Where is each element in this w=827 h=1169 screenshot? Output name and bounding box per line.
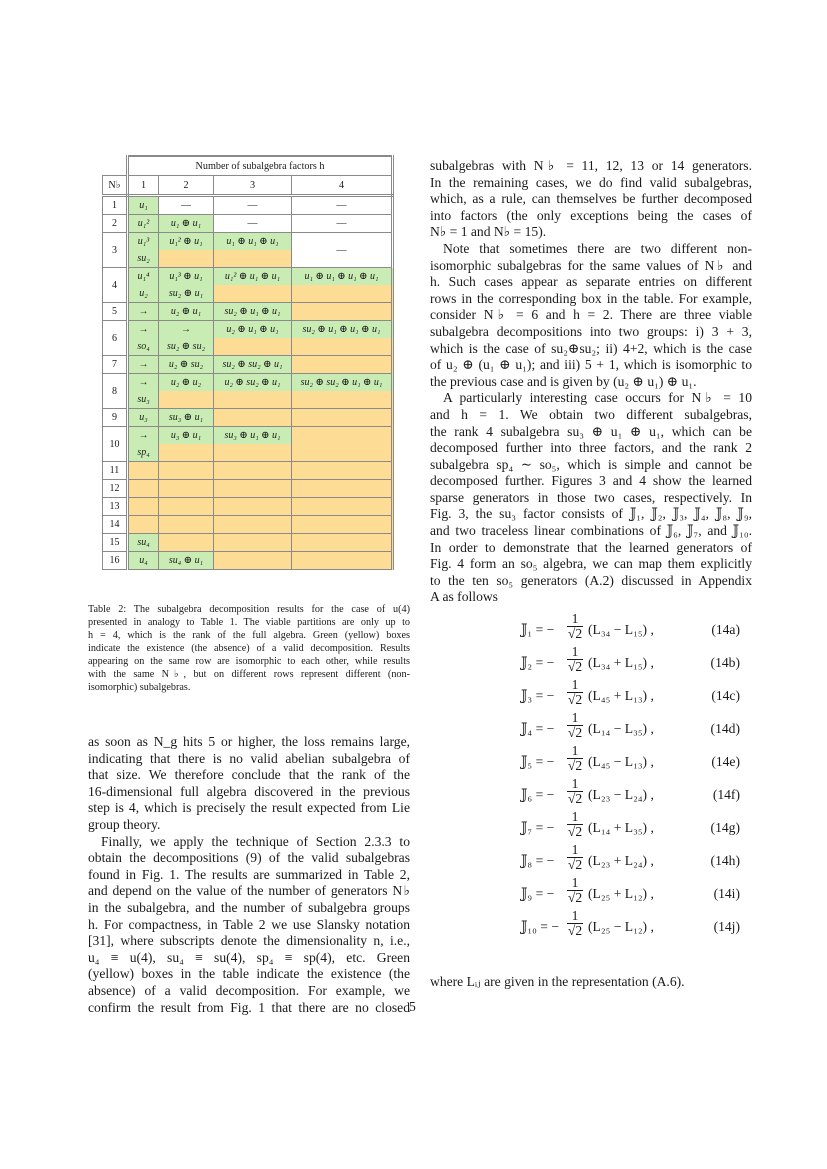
equation-row (430, 777, 740, 810)
table-row (103, 374, 393, 392)
table-row (103, 552, 393, 570)
text-line: in the subalgebra, and the number of subalgebra groups (88, 899, 410, 915)
decomposition-cell: su₃ ⊕ u₁ ⊕ u₁ (214, 427, 292, 445)
caption-line: indicate the existence (the absence) of a valid decomposition. Results (88, 643, 410, 654)
text-line: N♭ = 1 and N♭ = 15). (430, 224, 547, 240)
equation-lhs: 𝕁₆ = − (521, 787, 555, 802)
text-line: Finally, we apply the technique of Section 2.3.3 to (101, 833, 410, 849)
row-nb-label: 3 (103, 233, 128, 268)
fraction-numerator: 1 (567, 909, 583, 924)
decomposition-cell: su₃ ⊕ u₁ (159, 409, 214, 427)
decomposition-cell: su₂ ⊕ su₂ (159, 338, 214, 356)
text-line: sparse generators in those two cases, respectively. In (430, 489, 752, 505)
decomposition-cell: su₂ ⊕ u₁ ⊕ u₁ (214, 303, 292, 321)
fraction (567, 678, 583, 707)
nb-column-header: N♭ (103, 176, 128, 196)
decomposition-cell: u₁ (128, 196, 159, 215)
table-header-row (103, 156, 393, 176)
equation-number: (14j) (713, 919, 740, 934)
text-line: In order to demonstrate that the learned generators of (430, 539, 752, 555)
decomposition-cell: → (128, 303, 159, 321)
text-line: group theory. (88, 816, 161, 832)
decomposition-cell: su₂ ⊕ u₁ ⊕ u₁ ⊕ u₁ (292, 321, 393, 339)
decomposition-cell: → (128, 321, 159, 339)
decomposition-cell: so₄ (128, 338, 159, 356)
decomposition-cell: su₂ (128, 250, 159, 268)
fraction (567, 744, 583, 773)
fraction-denominator: √2 (567, 791, 583, 806)
paragraph (430, 241, 752, 390)
empty-cell (214, 444, 292, 462)
header-title: Number of subalgebra factors h (128, 156, 393, 176)
row-nb-label: 12 (103, 480, 128, 498)
row-nb-label: 16 (103, 552, 128, 570)
text-line: step is 4, which is precisely the result expected from Lie (88, 800, 410, 816)
table-row (103, 196, 393, 215)
table-row (103, 268, 393, 286)
fraction (567, 711, 583, 740)
no-partition-cell: — (159, 196, 214, 215)
table-column-header-row (103, 176, 393, 196)
equation-rhs: (L₄₅ − L₁₃) , (588, 754, 654, 769)
equation-row (430, 612, 740, 645)
page-number: 5 (409, 999, 416, 1014)
paragraph (430, 158, 752, 241)
text-line: h. Such cases appear as separate entries on different (430, 274, 752, 290)
empty-cell (214, 338, 292, 356)
decomposition-cell: u₁ ⊕ u₁ ⊕ u₁ ⊕ u₁ (292, 268, 393, 286)
empty-cell (159, 444, 214, 462)
text-line: (yellow) boxes in the table indicate the existence (the (88, 966, 410, 982)
text-line: of u₂ ⊕ (u₁ ⊕ u₁); and iii) 5 + 1, which is isomorphic to (430, 357, 752, 373)
decomposition-cell: su₂ ⊕ su₂ ⊕ u₁ ⊕ u₁ (292, 374, 393, 392)
empty-cell (214, 285, 292, 303)
text-line: subalgebra sp₄ ∼ so₅, which is simple and cannot be (430, 456, 752, 472)
caption-line: h = 4, which is the rank of the full algebra. Green (yellow) boxes (88, 630, 410, 641)
table-caption (88, 603, 410, 694)
equation-lhs: 𝕁₈ = − (521, 853, 555, 868)
equation-rhs: (L₁₄ − L₃₅) , (588, 721, 654, 736)
decomposition-cell: sp₄ (128, 444, 159, 462)
fraction (567, 810, 583, 839)
fraction (567, 777, 583, 806)
empty-cell (292, 480, 393, 498)
empty-cell (214, 480, 292, 498)
fraction-numerator: 1 (567, 876, 583, 891)
fraction-numerator: 1 (567, 645, 583, 660)
text-line: found in Fig. 1. The results are summarized in Table 2, (88, 866, 410, 882)
equation-row (430, 843, 740, 876)
column-header-h4: 4 (292, 176, 393, 196)
equation-row (430, 678, 740, 711)
fraction-denominator: √2 (567, 890, 583, 905)
table-row (103, 338, 393, 356)
decomposition-cell: u₃ (128, 409, 159, 427)
empty-cell (292, 391, 393, 409)
row-nb-label: 9 (103, 409, 128, 427)
equation-row (430, 876, 740, 909)
empty-cell (159, 534, 214, 552)
empty-cell (292, 516, 393, 534)
text-line: that size. We therefore conclude that the rank of the (88, 767, 410, 783)
empty-cell (159, 462, 214, 480)
equation-row (430, 810, 740, 843)
decomposition-cell: u₂ ⊕ u₁ ⊕ u₁ (214, 321, 292, 339)
equation-lhs: 𝕁₂ = − (521, 655, 555, 670)
decomposition-cell: → (128, 374, 159, 392)
text-line: to the ten so₅ generators (A.2) discussed in Appendix (430, 572, 752, 588)
no-partition-cell: — (214, 196, 292, 215)
table-row (103, 534, 393, 552)
empty-cell (159, 516, 214, 534)
text-line: the rank 4 subalgebra su₃ ⊕ u₁ ⊕ u₁, which can be (430, 423, 752, 439)
empty-cell (128, 498, 159, 516)
decomposition-cell: u₁³ ⊕ u₁ (159, 268, 214, 286)
decomposition-cell: u₂ ⊕ su₂ (159, 356, 214, 374)
equation-rhs: (L₃₄ + L₁₅) , (588, 655, 654, 670)
empty-cell (128, 462, 159, 480)
equation-rhs: (L₄₅ + L₁₃) , (588, 688, 654, 703)
no-partition-cell: — (214, 215, 292, 233)
table-row (103, 444, 393, 462)
fraction-denominator: √2 (567, 692, 583, 707)
decomposition-cell: u₂ (128, 285, 159, 303)
text-line: confirm the result from Fig. 1 that there are no closed (88, 999, 410, 1015)
table-row (103, 498, 393, 516)
row-nb-label: 14 (103, 516, 128, 534)
decomposition-cell: su₄ ⊕ u₁ (159, 552, 214, 570)
where-text: where Lᵢⱼ are given in the representation (A.6). (430, 974, 685, 989)
text-line: consider N♭ = 6 and h = 2. There are three viable (430, 307, 752, 323)
equation-number: (14d) (710, 721, 740, 736)
table-row (103, 356, 393, 374)
equation-rhs: (L₁₄ + L₃₅) , (588, 820, 654, 835)
no-partition-cell: — (292, 233, 393, 268)
text-line: isomorphic subalgebras for the same values of N♭ and (430, 257, 752, 273)
empty-cell (159, 250, 214, 268)
text-line: subalgebras with N♭ = 11, 12, 13 or 14 generators. (430, 158, 752, 173)
text-line: which is the case of su₂⊕su₂; ii) 4+2, which is the case (430, 340, 752, 356)
equation-number: (14c) (711, 688, 740, 703)
paragraph (430, 390, 752, 606)
empty-cell (214, 250, 292, 268)
empty-cell (214, 534, 292, 552)
decomposition-cell: u₁² ⊕ u₁ (159, 233, 214, 251)
text-line: In the remaining cases, we do find valid subalgebras, (430, 174, 752, 190)
row-nb-label: 5 (103, 303, 128, 321)
caption-line: with the same N♭, but on different rows represent different (non- (88, 669, 410, 680)
equation-lhs: 𝕁₉ = − (521, 886, 555, 901)
empty-cell (292, 356, 393, 374)
text-line: Fig. 4 form an so₅ algebra, we can map them explicitly (430, 556, 752, 572)
table-row (103, 480, 393, 498)
text-line: [31], where subscripts denote the dimensionality n, i.e., (88, 933, 410, 949)
fraction-numerator: 1 (567, 678, 583, 693)
right-column-text (430, 158, 752, 606)
row-nb-label: 7 (103, 356, 128, 374)
equation-row (430, 645, 740, 678)
decomposition-cell: u₁³ (128, 233, 159, 251)
decomposition-cell: u₄ (128, 552, 159, 570)
text-line: subalgebra decompositions into two groups: i) 3 + 3, (430, 323, 752, 339)
equation-lhs: 𝕁₁ = − (521, 622, 555, 637)
empty-cell (214, 516, 292, 534)
header-corner (103, 156, 128, 176)
fraction-numerator: 1 (567, 744, 583, 759)
empty-cell (292, 285, 393, 303)
caption-line: appearing on the same row are isomorphic to each other, while results (88, 656, 410, 667)
caption-line: isomorphic) subalgebras. (88, 682, 191, 693)
decomposition-cell: u₂ ⊕ u₁ (159, 303, 214, 321)
text-line: and depend on the value of the number of generators N♭ (88, 883, 410, 899)
equation-number: (14a) (711, 622, 740, 637)
row-nb-label: 6 (103, 321, 128, 356)
row-nb-label: 10 (103, 427, 128, 462)
text-line: and h = 1. We obtain two different subalgebras, (430, 406, 752, 422)
text-line: h. For compactness, in Table 2 we use Slansky notation (88, 916, 410, 932)
empty-cell (292, 303, 393, 321)
decomposition-cell: u₁² (128, 215, 159, 233)
equation-number: (14h) (710, 853, 740, 868)
fraction (567, 645, 583, 674)
decomposition-cell: u₂ ⊕ u₂ (159, 374, 214, 392)
equation-row (430, 909, 740, 942)
table-row (103, 233, 393, 251)
decomposition-cell: u₂ ⊕ su₂ ⊕ u₁ (214, 374, 292, 392)
fraction (567, 843, 583, 872)
row-nb-label: 1 (103, 196, 128, 215)
table-row (103, 303, 393, 321)
text-line: into factors (the only exceptions being the cases of (430, 207, 752, 223)
fraction-denominator: √2 (567, 857, 583, 872)
empty-cell (128, 480, 159, 498)
text-line: Note that sometimes there are two different non- (443, 240, 752, 256)
text-line: A as follows (430, 589, 498, 605)
equation-rhs: (L₂₅ − L₁₂) , (588, 919, 654, 934)
column-header-h2: 2 (159, 176, 214, 196)
empty-cell (214, 552, 292, 570)
equation-block-14 (430, 612, 740, 942)
equation-number: (14e) (711, 754, 740, 769)
equation-row (430, 711, 740, 744)
table-row (103, 516, 393, 534)
empty-cell (214, 462, 292, 480)
table-row (103, 285, 393, 303)
equation-rhs: (L₂₅ + L₁₂) , (588, 886, 654, 901)
empty-cell (292, 444, 393, 462)
empty-cell (214, 498, 292, 516)
subalgebra-table (102, 155, 394, 570)
equation-lhs: 𝕁₁₀ = − (521, 919, 560, 934)
equation-row (430, 744, 740, 777)
table-row (103, 321, 393, 339)
column-header-h1: 1 (128, 176, 159, 196)
equation-lhs: 𝕁₃ = − (521, 688, 555, 703)
equation-lhs: 𝕁₅ = − (521, 754, 555, 769)
equation-rhs: (L₂₃ + L₂₄) , (588, 853, 654, 868)
equation-rhs: (L₃₄ − L₁₅) , (588, 622, 654, 637)
fraction-denominator: √2 (567, 824, 583, 839)
text-line: obtain the decompositions (9) of the valid subalgebras (88, 850, 410, 866)
empty-cell (292, 409, 393, 427)
fraction (567, 876, 583, 905)
empty-cell (159, 391, 214, 409)
fraction-numerator: 1 (567, 612, 583, 627)
empty-cell (214, 391, 292, 409)
row-nb-label: 4 (103, 268, 128, 303)
empty-cell (214, 409, 292, 427)
fraction (567, 909, 583, 938)
equation-number: (14i) (713, 886, 740, 901)
text-line: decomposed further into three factors, and the rank 2 (430, 440, 752, 456)
decomposition-cell: → (128, 427, 159, 445)
fraction-numerator: 1 (567, 810, 583, 825)
decomposition-cell: su₂ ⊕ u₁ (159, 285, 214, 303)
decomposition-cell: → (128, 356, 159, 374)
fraction-denominator: √2 (567, 725, 583, 740)
fraction (567, 612, 583, 641)
table-row (103, 215, 393, 233)
fraction-numerator: 1 (567, 777, 583, 792)
decomposition-cell: → (159, 321, 214, 339)
equation-number: (14b) (710, 655, 740, 670)
fraction-numerator: 1 (567, 711, 583, 726)
table-row (103, 409, 393, 427)
paragraph (88, 734, 410, 834)
column-header-h3: 3 (214, 176, 292, 196)
text-line: the previous case and is given by (u₂ ⊕ u₁) ⊕ u₁. (430, 373, 697, 389)
paragraph (88, 834, 410, 1017)
text-line: A particularly interesting case occurs for N♭ = 10 (443, 390, 752, 406)
row-nb-label: 15 (103, 534, 128, 552)
text-line: Fig. 3, the su₃ factor consists of 𝕁₁, 𝕁₂, 𝕁₃, 𝕁₄, 𝕁₈, 𝕁₉, (430, 506, 752, 522)
row-nb-label: 11 (103, 462, 128, 480)
no-partition-cell: — (292, 215, 393, 233)
empty-cell (128, 516, 159, 534)
text-line: and two traceless linear combinations of 𝕁₆, 𝕁₇, and 𝕁₁₀. (430, 523, 752, 539)
decomposition-cell: su₄ (128, 534, 159, 552)
table-row (103, 391, 393, 409)
text-line: u₄ ≡ u(4), su₄ ≡ su(4), sp₄ ≡ sp(4), etc. Green (88, 949, 410, 965)
fraction-denominator: √2 (567, 659, 583, 674)
fraction-denominator: √2 (567, 923, 583, 938)
caption-line: Table 2: The subalgebra decomposition results for the case of u(4) (88, 604, 410, 615)
empty-cell (292, 338, 393, 356)
row-nb-label: 2 (103, 215, 128, 233)
empty-cell (292, 534, 393, 552)
equation-lhs: 𝕁₇ = − (521, 820, 555, 835)
empty-cell (292, 462, 393, 480)
fraction-denominator: √2 (567, 758, 583, 773)
no-partition-cell: — (292, 196, 393, 215)
decomposition-cell: u₁⁴ (128, 268, 159, 286)
text-line: 16-dimensional full algebra discovered in the previous (88, 783, 410, 799)
text-line: which, as a rule, can themselves be further decomposed (430, 191, 752, 207)
decomposition-cell: su₂ ⊕ su₂ ⊕ u₁ (214, 356, 292, 374)
table-row (103, 462, 393, 480)
text-line: indicating that there is no valid abelian subalgebra of (88, 750, 410, 766)
decomposition-cell: u₁ ⊕ u₁ ⊕ u₁ (214, 233, 292, 251)
empty-cell (292, 552, 393, 570)
empty-cell (159, 498, 214, 516)
decomposition-cell: u₃ ⊕ u₁ (159, 427, 214, 445)
fraction-denominator: √2 (567, 626, 583, 641)
text-line: decomposed further. Figures 3 and 4 show the learned (430, 473, 752, 489)
fraction-numerator: 1 (567, 843, 583, 858)
table-row (103, 427, 393, 445)
row-nb-label: 8 (103, 374, 128, 409)
equation-lhs: 𝕁₄ = − (521, 721, 555, 736)
decomposition-cell: u₁ ⊕ u₁ (159, 215, 214, 233)
equation-rhs: (L₂₃ − L₂₄) , (588, 787, 654, 802)
empty-cell (159, 480, 214, 498)
decomposition-cell: u₁² ⊕ u₁ ⊕ u₁ (214, 268, 292, 286)
text-line: absence) of a valid decomposition. For example, we (88, 982, 410, 998)
caption-line: presented in analogy to Table 1. The viable partitions are only up to (88, 617, 410, 628)
equation-number: (14g) (710, 820, 740, 835)
text-line: as soon as N_g hits 5 or higher, the loss remains large, (88, 734, 410, 749)
equation-number: (14f) (712, 787, 740, 802)
left-column-text (88, 734, 410, 1016)
row-nb-label: 13 (103, 498, 128, 516)
text-line: rows in the corresponding box in the table. For example, (430, 290, 752, 306)
decomposition-cell: su₃ (128, 391, 159, 409)
empty-cell (292, 427, 393, 445)
empty-cell (292, 498, 393, 516)
